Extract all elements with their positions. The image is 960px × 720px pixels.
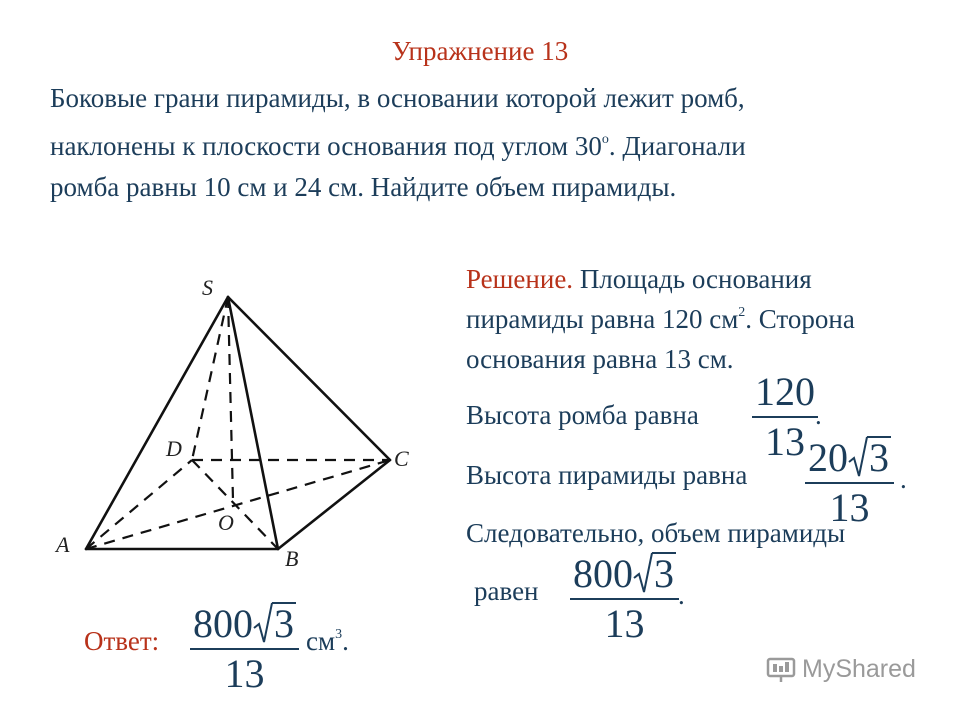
- edge-sb: [228, 297, 278, 549]
- fraction-numerator: 120: [755, 369, 815, 414]
- edge-sc: [228, 297, 390, 460]
- fraction-denominator: 13: [765, 419, 805, 464]
- sqrt-radical: [253, 602, 296, 644]
- period: .: [342, 626, 349, 656]
- fraction-denominator: 13: [829, 485, 870, 530]
- fraction-denominator: 13: [604, 601, 645, 646]
- presentation-icon: [766, 657, 796, 683]
- cube-superscript: 3: [335, 627, 343, 642]
- pyramid-height-fraction: [805, 436, 894, 528]
- pyramid-diagram: [0, 250, 430, 580]
- edge-sa: [86, 297, 228, 549]
- sqrt-radical: [633, 552, 676, 594]
- therefore-text: Следовательно, объем пирамиды: [466, 518, 846, 548]
- vertex-label-s: S: [202, 275, 213, 300]
- square-superscript: 2: [738, 305, 746, 320]
- answer-unit: [306, 626, 349, 657]
- solution-line-2-tail: . Сторона: [745, 304, 855, 334]
- edge-bc: [278, 460, 390, 549]
- sqrt-icon: [633, 552, 653, 594]
- edge-ad-hidden: [86, 460, 192, 549]
- watermark-text: MyShared: [802, 655, 916, 683]
- problem-statement: [50, 78, 912, 208]
- diagonal-db-hidden: [192, 460, 278, 549]
- answer-label: Ответ:: [84, 626, 160, 656]
- problem-line-2-text: наклонены к плоскости основания под углом 30: [50, 131, 602, 161]
- solution-line-2-text: пирамиды равна 120 см: [466, 304, 739, 334]
- slide-title: Упражнение 13: [391, 36, 569, 66]
- solution-line-1-text: Площадь основания: [573, 264, 812, 294]
- fraction-numerator: [570, 552, 679, 598]
- problem-line-2-tail: . Диагонали: [608, 131, 746, 161]
- coefficient: 800: [193, 601, 253, 646]
- sqrt-icon: [848, 436, 868, 478]
- sqrt-radical: [848, 436, 891, 478]
- diagonal-ac-hidden: [86, 460, 390, 549]
- solution-line-1: [466, 264, 812, 295]
- solution-line-3: основания равна 13 см.: [466, 344, 734, 374]
- edge-sd-hidden: [192, 297, 228, 460]
- pyramid-height-text: Высота пирамиды равна: [466, 460, 748, 490]
- watermark: [766, 655, 916, 684]
- coefficient: 800: [573, 551, 633, 596]
- vertex-label-d: D: [166, 436, 182, 461]
- sqrt-icon: [253, 602, 273, 644]
- rhombus-height-text: Высота ромба равна: [466, 400, 699, 430]
- answer-fraction: [190, 602, 299, 694]
- problem-line-3: ромба равны 10 см и 24 см. Найдите объем пирамиды.: [50, 172, 677, 202]
- problem-line-2: [50, 119, 912, 167]
- fraction-numerator: [805, 436, 894, 482]
- coefficient: 20: [808, 435, 848, 480]
- solution-line-2: [466, 304, 855, 335]
- vertex-label-b: B: [285, 546, 299, 571]
- fraction-denominator: 13: [224, 651, 265, 696]
- degree-superscript: o: [601, 132, 609, 147]
- radicand: 3: [869, 435, 889, 480]
- solution-label: Решение.: [466, 264, 574, 294]
- period: .: [900, 464, 907, 494]
- volume-fraction: [570, 552, 679, 644]
- radicand: 3: [654, 551, 674, 596]
- vertex-label-a: A: [56, 532, 70, 557]
- vertex-label-c: C: [394, 446, 409, 471]
- point-label-o: O: [218, 510, 234, 535]
- height-so-hidden: [228, 297, 233, 500]
- unit-text: см: [306, 626, 336, 656]
- period: .: [815, 400, 822, 430]
- period: .: [678, 580, 685, 610]
- radicand: 3: [274, 601, 294, 646]
- fraction-numerator: [190, 602, 299, 648]
- problem-line-1: Боковые грани пирамиды, в основании которой лежит ромб,: [50, 83, 745, 113]
- volume-equals-text: равен: [474, 576, 539, 606]
